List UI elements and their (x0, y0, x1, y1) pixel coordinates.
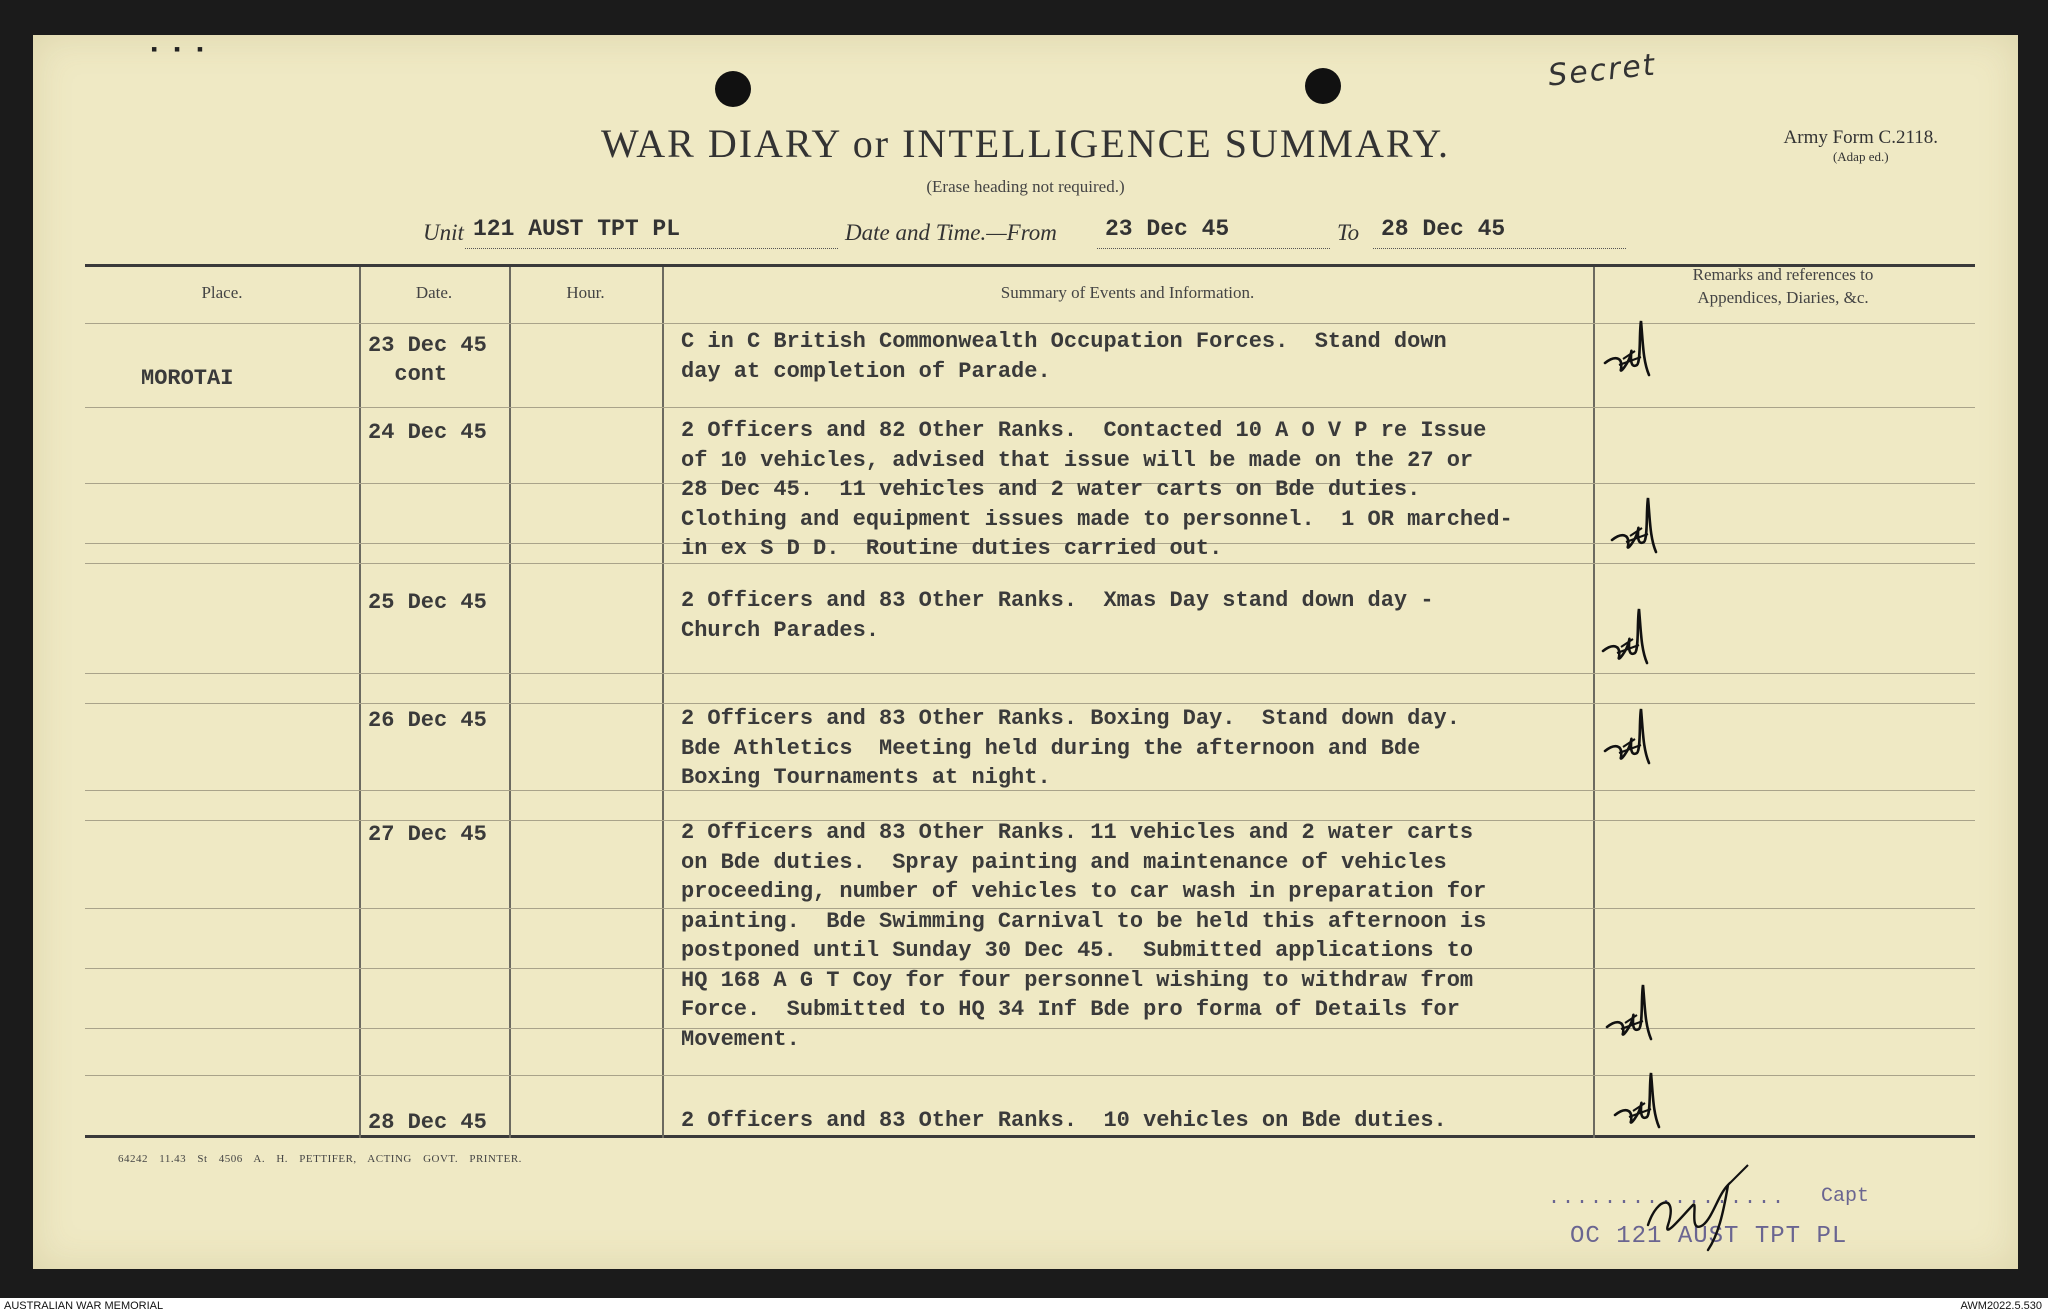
handwritten-initials (1599, 601, 1651, 671)
entry-text: 2 Officers and 83 Other Ranks. 10 vehicles on Bde duties. (681, 1108, 1447, 1133)
ruled-line (85, 1075, 1975, 1076)
entry-date: 25 Dec 45 (368, 590, 487, 615)
handwritten-initials (1611, 1065, 1663, 1135)
punch-hole-left (715, 71, 751, 107)
place-value: MOROTAI (141, 366, 234, 391)
archive-caption-bar (0, 1298, 2048, 1314)
stamp-unit: OC 121 AUST TPT PL (1570, 1223, 1848, 1250)
punch-hole-right (1305, 68, 1341, 104)
form-note: (Adap ed.) (1832, 149, 1889, 164)
unit-label: Unit (423, 220, 464, 245)
remarks-header-line: Remarks and references to (1692, 265, 1874, 284)
ink-marks: ▪ ▪ ▪ (151, 39, 210, 59)
unit-value: 121 AUST TPT PL (465, 216, 838, 249)
remarks-header-line: Appendices, Diaries, &c. (1697, 288, 1869, 307)
entry-date: 24 Dec 45 (368, 420, 487, 445)
date-to-label: To (1337, 220, 1360, 245)
entry-text: 2 Officers and 83 Other Ranks. 11 vehicles and 2 water carts on Bde duties. Spray painting and maintenance of vehicles proceeding, number of vehicles to car wash in preparation for painting. Bde Swimming Carnival to be held this afternoon is postponed until Sunday 30 Dec 45. Submitted applications to HQ 168 A G T Coy for four personnel wishing to withdraw from Force. Submitted to HQ 34 Inf Bde pro forma of Details for Movement. (681, 820, 1487, 1052)
officer-stamp (1538, 1185, 1918, 1275)
entry-date: 26 Dec 45 (368, 708, 487, 733)
entry-date: 23 Dec 45 cont (368, 333, 487, 387)
ruled-line (85, 407, 1975, 408)
stamp-signature-line: ................. (1548, 1187, 1787, 1210)
entry-date: 27 Dec 45 (368, 822, 487, 847)
date-to-value: 28 Dec 45 (1373, 216, 1626, 249)
stamp-rank: Capt (1821, 1185, 1870, 1208)
entry-text: C in C British Commonwealth Occupation Forces. Stand down day at completion of Parade. (681, 329, 1447, 384)
archive-name: AUSTRALIAN WAR MEMORIAL (4, 1300, 164, 1312)
handwritten-initials (1608, 490, 1660, 560)
entry-text: 2 Officers and 83 Other Ranks. Xmas Day stand down day - Church Parades. (681, 588, 1434, 643)
entry-text: 2 Officers and 83 Other Ranks. Boxing Day. Stand down day. Bde Athletics Meeting held during the afternoon and Bde Boxing Tournaments at night. (681, 706, 1460, 790)
column-header-date: Date. (415, 283, 453, 302)
handwritten-initials (1601, 701, 1653, 771)
column-header-hour: Hour. (566, 283, 605, 302)
entry-date: 28 Dec 45 (368, 1110, 487, 1135)
column-header-remarks (1593, 263, 1973, 309)
column-header-place: Place. (201, 283, 243, 302)
date-from-label: Date and Time.—From (845, 220, 1057, 245)
handwritten-secret-mark: Secret (1546, 47, 1659, 94)
ruled-line (85, 673, 1975, 674)
handwritten-initials (1601, 313, 1653, 383)
entry-text: 2 Officers and 82 Other Ranks. Contacted 10 A O V P re Issue of 10 vehicles, advised that issue will be made on the 27 or 28 Dec 45. 11 vehicles and 2 water carts on Bde duties. Clothing and equipment issues made to personnel. 1 OR marched- in ex S D D. Routine duties carried out. (681, 418, 1513, 561)
document-title: WAR DIARY or INTELLIGENCE SUMMARY. (600, 121, 1451, 166)
date-from-value: 23 Dec 45 (1097, 216, 1330, 249)
column-header-summary: Summary of Events and Information. (1000, 283, 1255, 302)
archive-reference: AWM2022.5.530 (1960, 1300, 2042, 1312)
form-name: Army Form C.2118. (1783, 127, 1938, 148)
printer-imprint: 64242 11.43 St 4506 A. H. PETTIFER, ACTING GOVT. PRINTER. (118, 1153, 522, 1165)
ruled-line (85, 323, 1975, 324)
handwritten-initials (1603, 977, 1655, 1047)
officer-signature (1638, 1155, 1758, 1255)
war-diary-page (33, 35, 2018, 1269)
document-subtitle: (Erase heading not required.) (926, 177, 1125, 196)
